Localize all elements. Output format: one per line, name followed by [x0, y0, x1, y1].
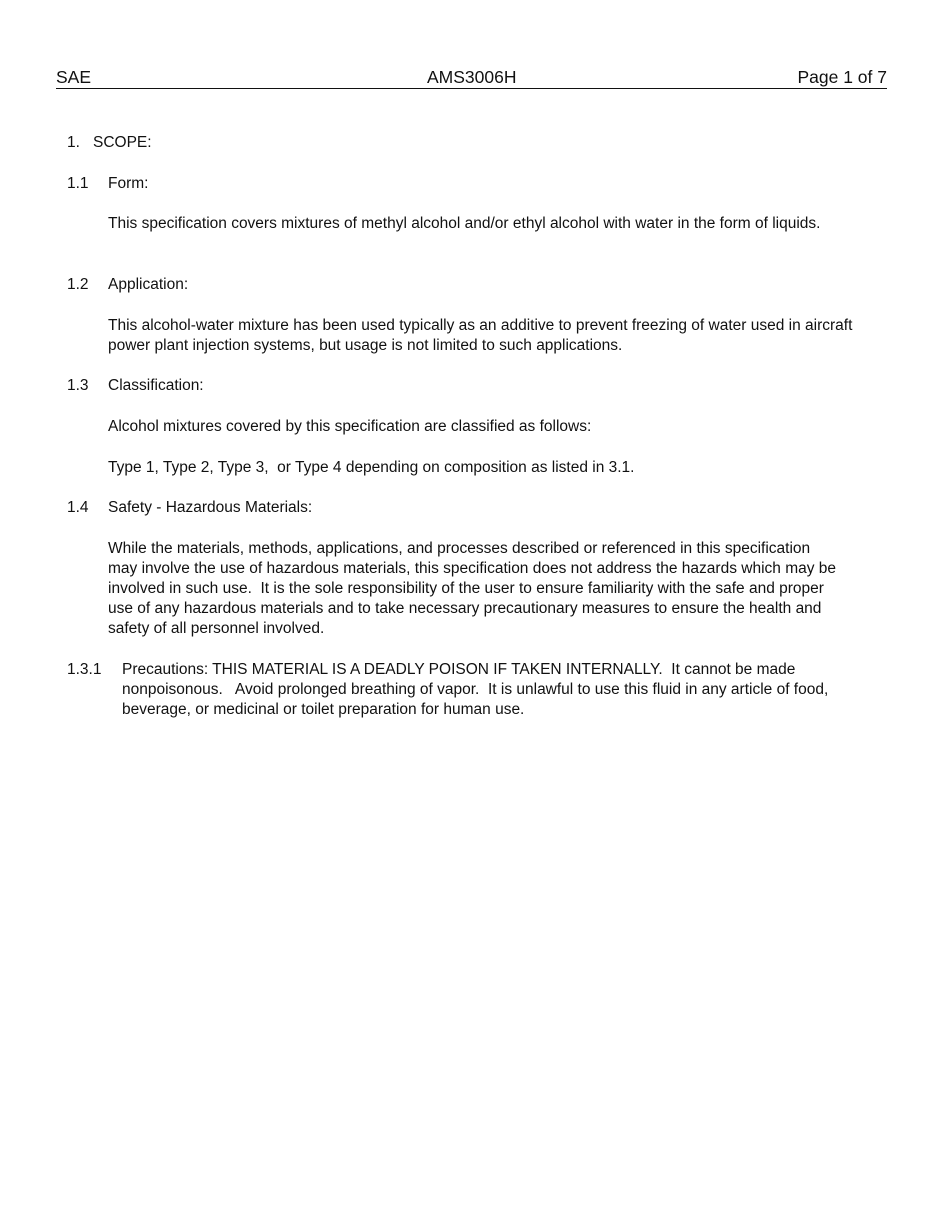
- classification-paragraph: Alcohol mixtures covered by this specification are classified as follows:: [108, 418, 592, 435]
- section-number: 1.: [67, 134, 80, 151]
- subsection-number: 1.2: [67, 276, 89, 293]
- header-org: SAE: [56, 67, 92, 87]
- subsection-number: 1.3: [67, 377, 89, 394]
- subsection-number: 1.1: [67, 175, 89, 192]
- subsection-title: Safety - Hazardous Materials:: [108, 499, 313, 516]
- header-doc-number: AMS3006H: [427, 67, 517, 87]
- subsection-title: Classification:: [108, 377, 204, 394]
- subsection-title: Form:: [108, 175, 149, 192]
- application-paragraph: This alcohol-water mixture has been used typically as an additive to prevent freezing of water used in aircraft power plant injection systems, but usage is not limited to such applications.: [108, 317, 853, 354]
- form-paragraph: This specification covers mixtures of methyl alcohol and/or ethyl alcohol with water in the form of liquids.: [108, 215, 821, 232]
- section-title: SCOPE:: [93, 134, 152, 151]
- precautions-paragraph: Precautions: THIS MATERIAL IS A DEADLY POISON IF TAKEN INTERNALLY. It cannot be made nonpoisonous. Avoid prolonged breathing of vapor. It is unlawful to use this fluid in any article of food, beverage, or medicinal or toilet preparation for human use.: [122, 661, 833, 718]
- subsection-number: 1.4: [67, 499, 89, 516]
- subsection-title: Application:: [108, 276, 189, 293]
- page-header: [56, 66, 887, 89]
- subsection-number: 1.3.1: [67, 661, 102, 678]
- safety-paragraph: While the materials, methods, applications, and processes described or referenced in this specification may involve the use of hazardous materials, this specification does not address the hazards which may be involved in such use. It is the sole responsibility of the user to ensure familiarity with the safe and proper use of any hazardous materials and to take necessary precautionary measures to ensure the health and safety of all personnel involved.: [108, 540, 841, 637]
- header-page-number: Page 1 of 7: [797, 67, 887, 87]
- classification-types: Type 1, Type 2, Type 3, or Type 4 depending on composition as listed in 3.1.: [108, 459, 635, 476]
